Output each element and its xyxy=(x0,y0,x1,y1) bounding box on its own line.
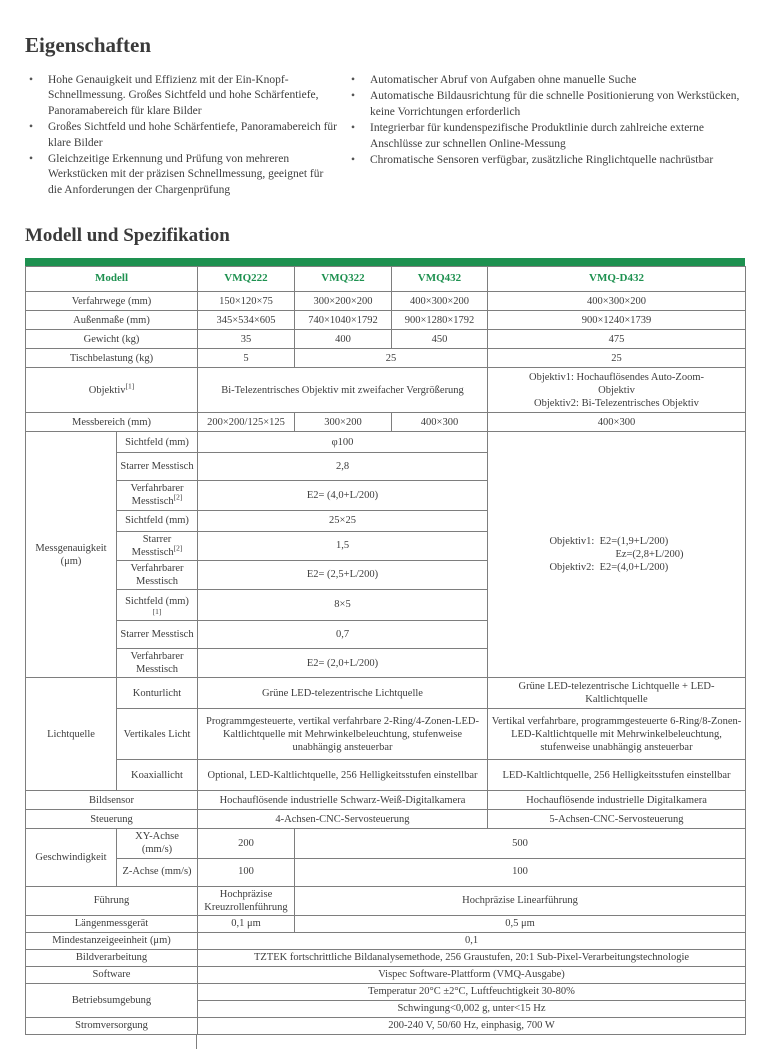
row-tischbelastung xyxy=(26,349,746,368)
feature-text: Großes Sichtfeld und hohe Schärfentiefe, Panoramabereich für klare Bilder xyxy=(48,121,337,149)
row-messgenauigkeit-1 xyxy=(26,432,746,453)
feature-text: Automatischer Abruf von Aufgaben ohne manuelle Suche xyxy=(370,74,637,86)
features-column-right xyxy=(347,73,751,199)
cell-value: Bi-Telezentrisches Objektiv mit zweifacher Vergrößerung xyxy=(198,368,488,413)
cell-value: 300×200×200 xyxy=(295,292,392,311)
bullet-icon: • xyxy=(29,121,34,134)
features-column-left xyxy=(25,73,337,199)
row-laengenmessgeraet xyxy=(26,915,746,932)
feature-item xyxy=(25,73,337,119)
cell-value: 0,5 μm xyxy=(295,915,746,932)
row-bildsensor xyxy=(26,791,746,810)
row-fuehrung xyxy=(26,886,746,915)
bullet-icon: • xyxy=(351,90,356,103)
cell-value: 0,1 μm xyxy=(198,915,295,932)
feature-item xyxy=(347,73,751,88)
header-vmq322: VMQ322 xyxy=(295,267,392,292)
cell-value-d432: Vertikal verfahrbare, programmgesteuerte 6-Ring/8-Zonen-LED-Kaltlichtquelle mit Mehrwinkelbeleuchtung, stufenweise unabhängig ansteuerbar xyxy=(488,709,746,760)
cell-value: 400 xyxy=(295,330,392,349)
row-objektiv xyxy=(26,368,746,413)
sub-label: Sichtfeld (mm) xyxy=(117,510,198,531)
cell-value-d432: 5-Achsen-CNC-Servosteuerung xyxy=(488,810,746,829)
cell-value: 200 xyxy=(198,829,295,858)
row-header xyxy=(26,267,746,292)
footnote-marker: [2] xyxy=(173,492,183,502)
row-label: Führung xyxy=(26,886,198,915)
cell-value: Hochpräzise Kreuzrollenführung xyxy=(198,886,295,915)
cell-value: 100 xyxy=(295,858,746,886)
row-label: Stromversorgung xyxy=(26,1017,198,1034)
sub-label: Verfahrbarer Messtisch[2] xyxy=(117,481,198,510)
row-geschwindigkeit-z xyxy=(26,858,746,886)
sub-label: XY-Achse (mm/s) xyxy=(117,829,198,858)
cell-value: 475 xyxy=(488,330,746,349)
header-vmq432: VMQ432 xyxy=(392,267,488,292)
row-software xyxy=(26,966,746,983)
feature-text: Integrierbar für kundenspezifische Produktlinie durch zahlreiche externe Anschlüsse zur schnellen Online-Messung xyxy=(370,122,704,150)
cell-value: 400×300 xyxy=(488,413,746,432)
cell-value: 35 xyxy=(198,330,295,349)
sub-label: Z-Achse (mm/s) xyxy=(117,858,198,886)
row-messbereich xyxy=(26,413,746,432)
cell-value: 400×300×200 xyxy=(488,292,746,311)
cell-value: E2= (2,5+L/200) xyxy=(198,560,488,589)
sub-label: Starrer Messtisch xyxy=(117,453,198,481)
bullet-icon: • xyxy=(351,154,356,167)
row-label: Steuerung xyxy=(26,810,198,829)
table-top-accent-bar xyxy=(25,258,745,266)
features-list xyxy=(25,73,751,199)
cell-value: 25 xyxy=(488,349,746,368)
bullet-icon: • xyxy=(351,122,356,135)
sub-label: Koaxiallicht xyxy=(117,760,198,791)
cell-value: TZTEK fortschrittliche Bildanalysemethode, 256 Graustufen, 20:1 Sub-Pixel-Verarbeitungstechnologie xyxy=(198,949,746,966)
row-label: Bildsensor xyxy=(26,791,198,810)
row-label: Messbereich (mm) xyxy=(26,413,198,432)
feature-item xyxy=(347,121,751,152)
row-verfahrwege xyxy=(26,292,746,311)
row-label: Objektiv[1] xyxy=(26,368,198,413)
feature-text: Automatische Bildausrichtung für die schnelle Positionierung von Werkstücken, keine Vorrichtungen erforderlich xyxy=(370,90,740,118)
cell-value: Vispec Software-Plattform (VMQ-Ausgabe) xyxy=(198,966,746,983)
group-label-geschwindigkeit: Geschwindigkeit xyxy=(26,829,117,886)
cell-value: 500 xyxy=(295,829,746,858)
sub-label: Verfahrbarer Messtisch xyxy=(117,560,198,589)
cell-value: 8×5 xyxy=(198,590,488,621)
row-label: Mindestanzeigeeinheit (μm) xyxy=(26,932,198,949)
cell-value: 1,5 xyxy=(198,531,488,560)
group-label-betriebsumgebung: Betriebsumgebung xyxy=(26,983,198,1017)
sub-label: Starrer Messtisch xyxy=(117,621,198,649)
sub-label: Sichtfeld (mm) [1] xyxy=(117,590,198,621)
row-steuerung xyxy=(26,810,746,829)
group-label-lichtquelle: Lichtquelle xyxy=(26,678,117,791)
cell-value: 25 xyxy=(295,349,488,368)
cell-value: Optional, LED-Kaltlichtquelle, 256 Helligkeitsstufen einstellbar xyxy=(198,760,488,791)
cell-value: 400×300×200 xyxy=(392,292,488,311)
row-stromversorgung xyxy=(26,1017,746,1034)
footnote-marker: [2] xyxy=(173,543,183,553)
bullet-icon: • xyxy=(351,74,356,86)
row-label: Gewicht (kg) xyxy=(26,330,198,349)
cell-value: 345×534×605 xyxy=(198,311,295,330)
feature-text: Chromatische Sensoren verfügbar, zusätzliche Ringlichtquelle nachrüstbar xyxy=(370,154,714,167)
footnote-marker: [1] xyxy=(152,606,162,616)
row-label: Außenmaße (mm) xyxy=(26,311,198,330)
cell-value: 4-Achsen-CNC-Servosteuerung xyxy=(198,810,488,829)
row-bildverarbeitung xyxy=(26,949,746,966)
cell-value: 200×200/125×125 xyxy=(198,413,295,432)
sub-label: Sichtfeld (mm) xyxy=(117,432,198,453)
sub-label: Vertikales Licht xyxy=(117,709,198,760)
bullet-icon: • xyxy=(29,74,34,86)
row-vertikales-licht xyxy=(26,709,746,760)
row-aussenmasse xyxy=(26,311,746,330)
cell-value: 200-240 V, 50/60 Hz, einphasig, 700 W xyxy=(198,1017,746,1034)
header-vmq222: VMQ222 xyxy=(198,267,295,292)
cutoff-column-divider xyxy=(196,1035,197,1049)
cell-value: 900×1240×1739 xyxy=(488,311,746,330)
header-modell: Modell xyxy=(26,267,198,292)
row-mindestanzeige xyxy=(26,932,746,949)
feature-item xyxy=(347,89,751,120)
section-title-eigenschaften: Eigenschaften xyxy=(25,33,151,57)
cell-value-d432: Grüne LED-telezentrische Lichtquelle + LED-Kaltlichtquelle xyxy=(488,678,746,709)
cell-value: Hochpräzise Linearführung xyxy=(295,886,746,915)
cell-value: Temperatur 20°C ±2°C, Luftfeuchtigkeit 30-80% xyxy=(198,983,746,1000)
cell-value: 150×120×75 xyxy=(198,292,295,311)
feature-text: Gleichzeitige Erkennung und Prüfung von mehreren Werkstücken mit der präzisen Schnellmessung, geeignet für die Anforderungen der Chargenprüfung xyxy=(48,153,324,196)
row-geschwindigkeit-xy xyxy=(26,829,746,858)
cell-value: 450 xyxy=(392,330,488,349)
group-label-messgenauigkeit: Messgenauigkeit (μm) xyxy=(26,432,117,678)
cell-value: 5 xyxy=(198,349,295,368)
bullet-icon: • xyxy=(29,153,34,166)
footnote-marker: [1] xyxy=(125,381,135,391)
cell-value: 400×300 xyxy=(392,413,488,432)
header-vmqd432: VMQ-D432 xyxy=(488,267,746,292)
feature-text: Hohe Genauigkeit und Effizienz mit der Ein-Knopf-Schnellmessung. Großes Sichtfeld und hohe Schärfentiefe, Panoramabereich für klare Bilder xyxy=(48,74,319,117)
row-koaxiallicht xyxy=(26,760,746,791)
cell-value: 300×200 xyxy=(295,413,392,432)
row-gewicht xyxy=(26,330,746,349)
row-label: Tischbelastung (kg) xyxy=(26,349,198,368)
feature-item xyxy=(25,152,337,198)
cell-value: 0,7 xyxy=(198,621,488,649)
cell-value-d432: Objektiv1: Hochauflösendes Auto-Zoom- Objektiv Objektiv2: Bi-Telezentrisches Objektiv xyxy=(488,368,746,413)
sub-label: Starrer Messtisch[2] xyxy=(117,531,198,560)
cell-value: 740×1040×1792 xyxy=(295,311,392,330)
row-betriebsumgebung-1 xyxy=(26,983,746,1000)
cell-value-d432: Hochauflösende industrielle Digitalkamera xyxy=(488,791,746,810)
sub-label: Konturlicht xyxy=(117,678,198,709)
cell-value: 0,1 xyxy=(198,932,746,949)
cell-value: 2,8 xyxy=(198,453,488,481)
sub-label: Verfahrbarer Messtisch xyxy=(117,649,198,678)
row-label: Verfahrwege (mm) xyxy=(26,292,198,311)
row-label: Längenmessgerät xyxy=(26,915,198,932)
cell-value: φ100 xyxy=(198,432,488,453)
section-title-spezifikation: Modell und Spezifikation xyxy=(25,225,230,247)
row-label: Software xyxy=(26,966,198,983)
cell-value: Hochauflösende industrielle Schwarz-Weiß-Digitalkamera xyxy=(198,791,488,810)
spec-table xyxy=(25,266,746,1035)
feature-item xyxy=(25,120,337,151)
cell-value: 900×1280×1792 xyxy=(392,311,488,330)
cell-value: Programmgesteuerte, vertikal verfahrbare 2-Ring/4-Zonen-LED-Kaltlichtquelle mit Mehrwinkelbeleuchtung, stufenweise unabhängig ansteuerbar xyxy=(198,709,488,760)
row-konturlicht xyxy=(26,678,746,709)
feature-item xyxy=(347,153,751,168)
row-label: Bildverarbeitung xyxy=(26,949,198,966)
cell-value-d432: Objektiv1: E2=(1,9+L/200) Ez=(2,8+L/200) Objektiv2: E2=(4,0+L/200) xyxy=(488,432,746,678)
cell-value: 25×25 xyxy=(198,510,488,531)
cell-value: Grüne LED-telezentrische Lichtquelle xyxy=(198,678,488,709)
cell-value: E2= (2,0+L/200) xyxy=(198,649,488,678)
cell-value: E2= (4,0+L/200) xyxy=(198,481,488,510)
cell-value-d432: LED-Kaltlichtquelle, 256 Helligkeitsstufen einstellbar xyxy=(488,760,746,791)
cell-value: Schwingung<0,002 g, unter<15 Hz xyxy=(198,1000,746,1017)
cell-value: 100 xyxy=(198,858,295,886)
